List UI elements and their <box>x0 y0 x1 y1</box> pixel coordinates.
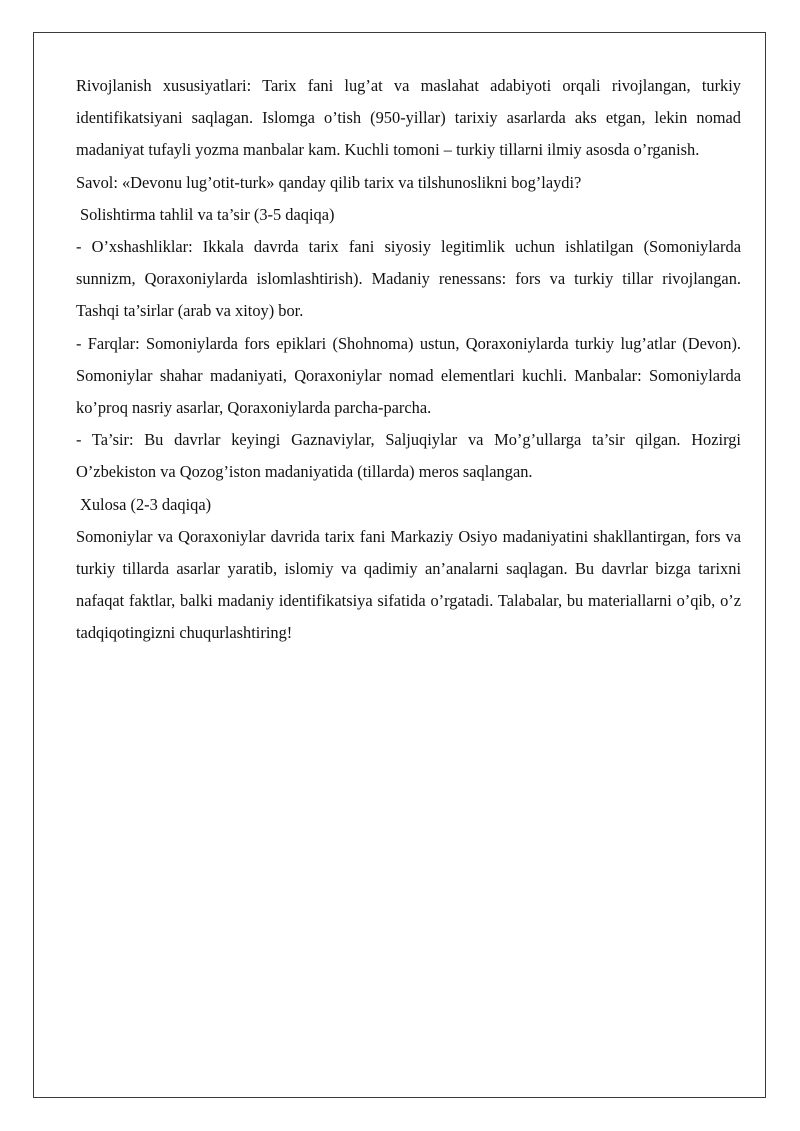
paragraph-differences: - Farqlar: Somoniylarda fors epiklari (Shohnoma) ustun, Qoraxoniylarda turkiy lug’atlar (Devon). Somoniylar shahar madaniyati, Qoraxoniylar nomad elementlari kuchli. Manbalar: Somoniylarda ko’proq nasriy asarlar, Qoraxoniylarda parcha-parcha. <box>76 333 741 418</box>
paragraph-question: Savol: «Devonu lug’otit-turk» qanday qilib tarix va tilshunoslikni bog’laydi? <box>76 172 582 192</box>
section-heading-comparative-analysis: Solishtirma tahlil va ta’sir (3-5 daqiqa) <box>80 204 335 224</box>
paragraph-influence: - Ta’sir: Bu davrlar keyingi Gaznaviylar, Saljuqiylar va Mo’g’ullarga ta’sir qilgan. Hozirgi O’zbekiston va Qozog’iston madaniyatida (tillarda) meros saqlangan. <box>76 430 741 482</box>
paragraph-development-features: Rivojlanish xususiyatlari: Tarix fani lug’at va maslahat adabiyoti orqali rivojlangan, turkiy identifikatsiyani saqlagan. Islomga o’tish (950-yillar) tarixiy asarlarda aks etgan, lekin nomad madaniyat tufayli yozma manbalar kam. Kuchli tomoni – turkiy tillarni ilmiy asosda o’rganish. <box>76 76 741 160</box>
document-body <box>76 70 741 650</box>
paragraph-similarities: - O’xshashliklar: Ikkala davrda tarix fani siyosiy legitimlik uchun ishlatilgan (Somoniylarda sunnizm, Qoraxoniylarda islomlashtirish). Madaniy renessans: fors va turkiy tillar rivojlangan. Tashqi ta’sirlar (arab va xitoy) bor. <box>76 237 741 321</box>
section-heading-conclusion: Xulosa (2-3 daqiqa) <box>80 494 212 514</box>
paragraph-conclusion: Somoniylar va Qoraxoniylar davrida tarix fani Markaziy Osiyo madaniyatini shakllantirgan, fors va turkiy tillarda asarlar yaratib, islomiy va qadimiy an’analarni saqlagan. Bu davrlar bizga tarixni nafaqat faktlar, balki madaniy identifikatsiya sifatida o’rgatadi. Talabalar, bu materiallarni o’qib, o’z tadqiqotingizni chuqurlashtiring! <box>76 526 741 643</box>
